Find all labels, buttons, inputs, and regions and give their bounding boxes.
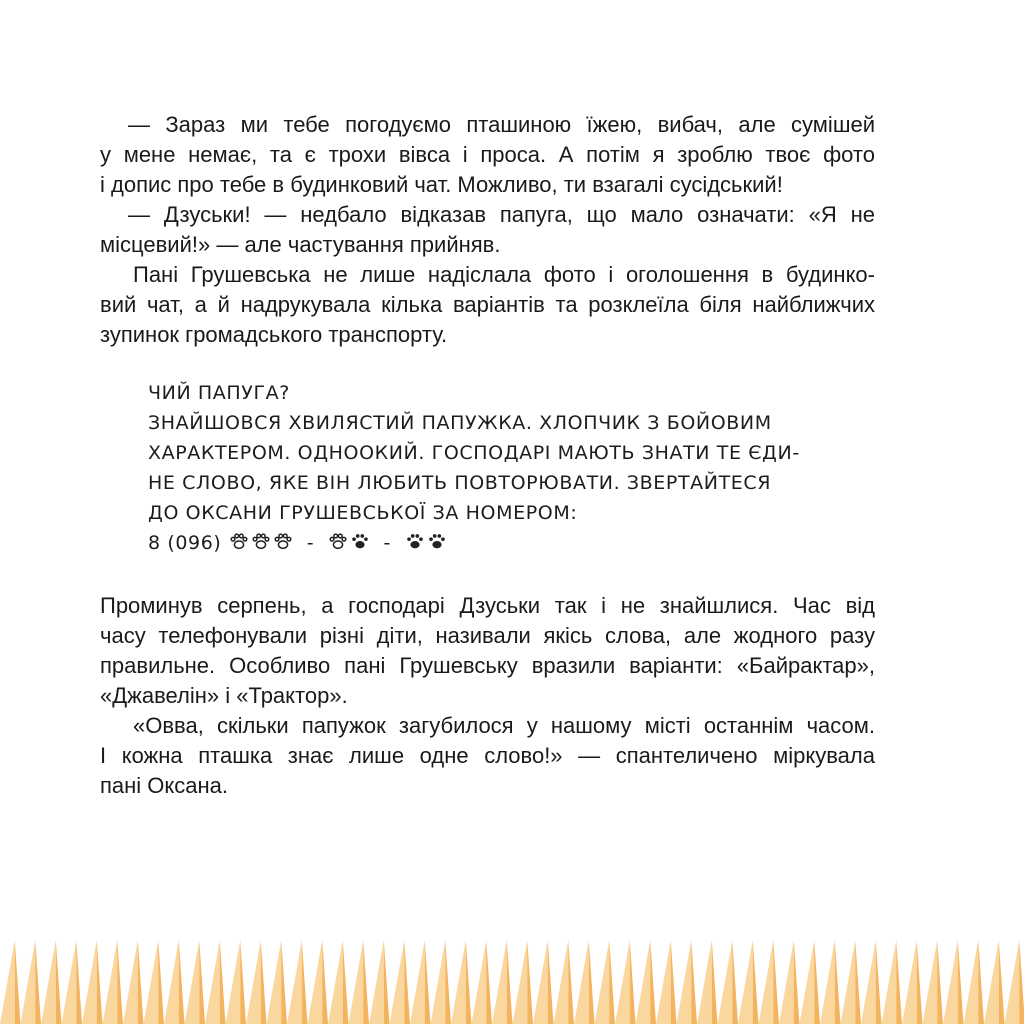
phone-separator: - — [306, 532, 315, 554]
zigzag-spike-dark — [1019, 940, 1024, 1024]
zigzag-spike-light — [656, 940, 671, 1024]
zigzag-spike-light — [0, 940, 15, 1024]
notice-line: ДО ОКСАНИ ГРУШЕВСЬКОЇ ЗА НОМЕРОМ: — [148, 502, 578, 524]
zigzag-spike-light — [595, 940, 610, 1024]
paragraph-line: Проминув серпень, а господарі Дзуськи так і не знайшлися. Час від — [100, 593, 875, 618]
zigzag-spike-light — [82, 940, 97, 1024]
zigzag-spike-light — [882, 940, 897, 1024]
zigzag-spike-dark — [240, 940, 246, 1024]
zigzag-spike-dark — [117, 940, 123, 1024]
paragraph-line: часу телефонували різні діти, називали якісь слова, але жодного разу — [100, 623, 875, 648]
zigzag-spike-dark — [302, 940, 308, 1024]
zigzag-spike-dark — [158, 940, 164, 1024]
decorative-zigzag-border — [0, 940, 1024, 1024]
zigzag-spike-dark — [138, 940, 144, 1024]
paragraph-line: «Овва, скільки папужок загубилося у нашому місті останнім часом. — [133, 713, 875, 738]
paragraph-line: Пані Грушевська не лише надіслала фото і оголошення в будинко- — [133, 262, 875, 287]
zigzag-spike-light — [144, 940, 159, 1024]
zigzag-spike-dark — [466, 940, 472, 1024]
zigzag-spike-light — [123, 940, 138, 1024]
zigzag-spike-dark — [958, 940, 964, 1024]
zigzag-spike-light — [718, 940, 733, 1024]
paw-print-icon — [426, 530, 448, 552]
paragraph-line: у мене немає, та є трохи вівса і проса. А потім я зроблю твоє фото — [100, 142, 875, 167]
zigzag-spike-dark — [876, 940, 882, 1024]
zigzag-spike-dark — [179, 940, 185, 1024]
zigzag-spike-light — [533, 940, 548, 1024]
zigzag-spike-light — [472, 940, 487, 1024]
zigzag-spike-light — [636, 940, 651, 1024]
paragraph-line: І кожна пташка знає лише одне слово!» — спантеличено міркувала — [100, 743, 875, 768]
notice-title: ЧИЙ ПАПУГА? — [148, 382, 290, 404]
zigzag-spike-light — [205, 940, 220, 1024]
zigzag-spike-light — [328, 940, 343, 1024]
zigzag-spike-light — [697, 940, 712, 1024]
zigzag-spike-light — [492, 940, 507, 1024]
zigzag-spike-dark — [630, 940, 636, 1024]
paragraph-line: правильне. Особливо пані Грушевську вразили варіанти: «Байрактар», — [100, 653, 875, 678]
paw-print-icon — [272, 530, 294, 552]
zigzag-spike-light — [513, 940, 528, 1024]
notice-phone — [148, 528, 448, 558]
zigzag-spike-light — [615, 940, 630, 1024]
zigzag-spike-dark — [527, 940, 533, 1024]
zigzag-spike-dark — [507, 940, 513, 1024]
zigzag-spike-dark — [589, 940, 595, 1024]
zigzag-spike-light — [964, 940, 979, 1024]
zigzag-spike-dark — [220, 940, 226, 1024]
zigzag-spike-dark — [732, 940, 738, 1024]
zigzag-spike-dark — [773, 940, 779, 1024]
zigzag-spike-dark — [15, 940, 21, 1024]
paragraph-line: зупинок громадського транспорту. — [100, 322, 448, 347]
zigzag-spike-dark — [650, 940, 656, 1024]
zigzag-spike-light — [902, 940, 917, 1024]
paragraph-line: місцевий!» — але частування прийняв. — [100, 232, 501, 257]
zigzag-spike-light — [62, 940, 77, 1024]
zigzag-spike-light — [779, 940, 794, 1024]
zigzag-spike-dark — [896, 940, 902, 1024]
zigzag-spike-light — [984, 940, 999, 1024]
paragraph-line: — Дзуськи! — недбало відказав папуга, що мало означати: «Я не — [128, 202, 875, 227]
paragraph-line: — Зараз ми тебе погодуємо пташиною їжею, вибач, але сумішей — [128, 112, 875, 137]
zigzag-spike-dark — [835, 940, 841, 1024]
zigzag-spike-dark — [753, 940, 759, 1024]
zigzag-spike-dark — [486, 940, 492, 1024]
zigzag-spike-dark — [937, 940, 943, 1024]
zigzag-spike-light — [103, 940, 118, 1024]
zigzag-spike-dark — [691, 940, 697, 1024]
zigzag-spike-dark — [97, 940, 103, 1024]
zigzag-spike-dark — [855, 940, 861, 1024]
phone-paw-group — [228, 530, 294, 552]
zigzag-spike-dark — [261, 940, 267, 1024]
zigzag-spike-dark — [568, 940, 574, 1024]
zigzag-spike-light — [677, 940, 692, 1024]
phone-separator: - — [383, 532, 391, 554]
zigzag-spike-dark — [712, 940, 718, 1024]
paw-print-icon — [250, 530, 272, 552]
zigzag-spike-dark — [363, 940, 369, 1024]
paragraph-line: і допис про тебе в будинковий чат. Можливо, ти взагалі сусідський! — [100, 172, 783, 197]
paw-print-icon — [327, 530, 349, 552]
zigzag-spike-light — [554, 940, 569, 1024]
zigzag-spike-dark — [671, 940, 677, 1024]
phone-prefix: 8 (096) — [148, 532, 222, 554]
notice-line: НЕ СЛОВО, ЯКЕ ВІН ЛЮБИТЬ ПОВТОРЮВАТИ. ЗВЕРТАЙТЕСЯ — [148, 472, 772, 494]
phone-paw-group — [327, 530, 371, 552]
zigzag-spike-dark — [445, 940, 451, 1024]
zigzag-spike-dark — [384, 940, 390, 1024]
phone-paw-group — [404, 530, 448, 552]
paragraph-line: «Джавелін» і «Трактор». — [100, 683, 348, 708]
zigzag-spike-dark — [76, 940, 82, 1024]
paragraph-line: вий чат, а й надрукувала кілька варіантів та розклеїла біля найближчих — [100, 292, 875, 317]
zigzag-spike-light — [164, 940, 179, 1024]
zigzag-spike-dark — [56, 940, 62, 1024]
paragraph-line: пані Оксана. — [100, 773, 229, 798]
zigzag-spike-light — [410, 940, 425, 1024]
zigzag-spike-light — [226, 940, 241, 1024]
zigzag-spike-light — [943, 940, 958, 1024]
zigzag-spike-light — [923, 940, 938, 1024]
zigzag-spike-light — [21, 940, 36, 1024]
zigzag-spike-dark — [548, 940, 554, 1024]
zigzag-spike-light — [185, 940, 200, 1024]
zigzag-spike-light — [841, 940, 856, 1024]
zigzag-spike-dark — [35, 940, 41, 1024]
zigzag-spike-light — [287, 940, 302, 1024]
zigzag-spike-light — [800, 940, 815, 1024]
zigzag-spike-dark — [917, 940, 923, 1024]
zigzag-spike-light — [759, 940, 774, 1024]
zigzag-spike-dark — [814, 940, 820, 1024]
zigzag-spike-dark — [404, 940, 410, 1024]
zigzag-spike-dark — [978, 940, 984, 1024]
zigzag-spike-light — [861, 940, 876, 1024]
zigzag-spike-dark — [425, 940, 431, 1024]
zigzag-spike-dark — [343, 940, 349, 1024]
zigzag-spike-light — [390, 940, 405, 1024]
zigzag-spike-light — [246, 940, 261, 1024]
zigzag-spike-dark — [794, 940, 800, 1024]
notice-line: ХАРАКТЕРОМ. ОДНООКИЙ. ГОСПОДАРІ МАЮТЬ ЗНАТИ ТЕ ЄДИ- — [148, 442, 800, 464]
zigzag-spike-light — [574, 940, 589, 1024]
zigzag-spike-light — [738, 940, 753, 1024]
zigzag-spike-dark — [199, 940, 205, 1024]
zigzag-spike-light — [349, 940, 364, 1024]
zigzag-spike-light — [451, 940, 466, 1024]
zigzag-spike-dark — [322, 940, 328, 1024]
zigzag-spike-light — [369, 940, 384, 1024]
zigzag-spike-dark — [609, 940, 615, 1024]
paw-print-icon — [228, 530, 250, 552]
zigzag-spike-dark — [999, 940, 1005, 1024]
paw-print-icon — [349, 530, 371, 552]
paw-print-icon — [404, 530, 426, 552]
zigzag-spike-light — [431, 940, 446, 1024]
zigzag-spike-light — [41, 940, 56, 1024]
notice-line: ЗНАЙШОВСЯ ХВИЛЯСТИЙ ПАПУЖКА. ХЛОПЧИК З БОЙОВИМ — [148, 412, 772, 434]
zigzag-spike-dark — [281, 940, 287, 1024]
zigzag-spike-light — [1005, 940, 1020, 1024]
zigzag-spike-light — [820, 940, 835, 1024]
zigzag-spike-light — [308, 940, 323, 1024]
zigzag-spike-light — [267, 940, 282, 1024]
